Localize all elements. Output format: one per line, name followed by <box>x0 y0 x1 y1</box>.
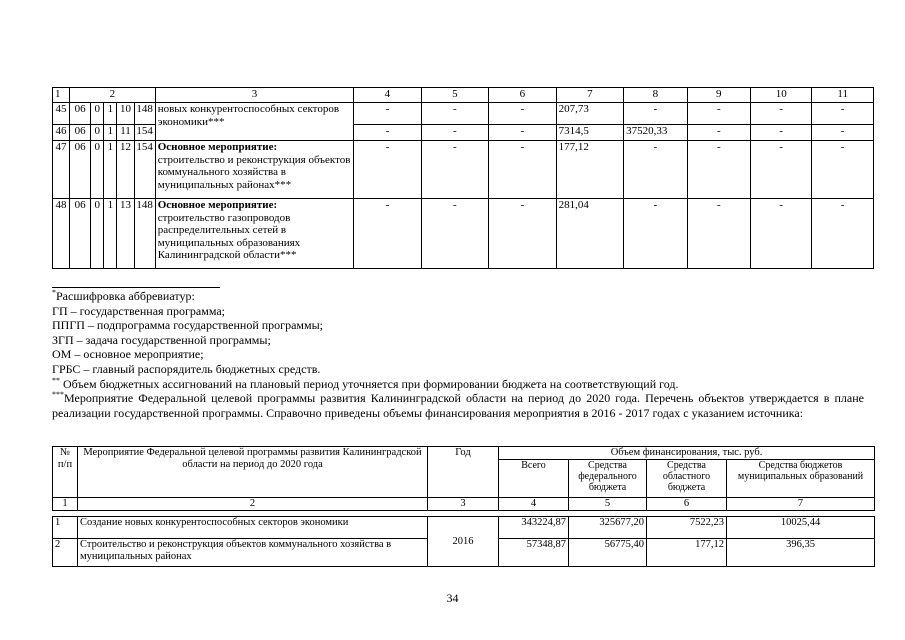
header-federal: Средства федерального бюджета <box>569 460 647 498</box>
colnum-cell: 6 <box>647 498 727 511</box>
footnote-mark: * <box>52 288 56 297</box>
row-number: 1 <box>53 517 78 539</box>
event-title-bold: Основное мероприятие: <box>157 141 278 153</box>
header-cell: 10 <box>751 88 812 103</box>
footnote-mark: ** <box>52 375 60 385</box>
header-volume: Объем финансирования, тыс. руб. <box>499 447 875 460</box>
table-row <box>53 199 874 269</box>
value-federal: 56775,40 <box>569 539 647 567</box>
value-cell: - <box>687 141 750 199</box>
colnum-cell: 3 <box>428 498 499 511</box>
value-cell: - <box>624 141 687 199</box>
value-cell: - <box>812 141 874 199</box>
header-cell: 7 <box>556 88 623 103</box>
table-colnum-row <box>53 498 875 511</box>
footnote-line: ГРБС – главный распорядитель бюджетных средств. <box>52 361 321 376</box>
code-cell: 13 <box>117 199 134 269</box>
value-cell: 281,04 <box>556 199 623 269</box>
value-cell: 7314,5 <box>556 125 623 141</box>
colnum-cell: 1 <box>53 498 78 511</box>
header-cell: 4 <box>354 88 421 103</box>
footnote-text: Расшифровка аббревиатур: <box>56 289 195 303</box>
value-municipal: 396,35 <box>727 539 875 567</box>
row-number: 47 <box>53 141 70 199</box>
value-cell: - <box>687 125 750 141</box>
event-title-text: строительство и реконструкция объектов коммунального хозяйства в муниципальных районах*** <box>157 153 351 191</box>
header-cell: 2 <box>70 88 156 103</box>
colnum-cell: 4 <box>499 498 569 511</box>
code-cell: 06 <box>70 141 91 199</box>
event-name: Создание новых конкурентоспособных секторов экономики <box>78 517 428 539</box>
code-cell: 10 <box>117 103 134 125</box>
footnote-double-star <box>52 377 864 392</box>
footnote-divider <box>52 287 220 288</box>
header-cell: 8 <box>624 88 687 103</box>
value-regional: 177,12 <box>647 539 727 567</box>
value-cell: - <box>354 199 421 269</box>
value-total: 343224,87 <box>499 517 569 539</box>
code-cell: 1 <box>104 199 117 269</box>
event-title <box>155 141 353 199</box>
header-event: Мероприятие Федеральной целевой программы развития Калининградской области на период до 2020 года <box>78 447 428 498</box>
code-cell: 154 <box>134 125 155 141</box>
value-cell: 37520,33 <box>624 125 687 141</box>
code-cell: 1 <box>104 125 117 141</box>
footnote-line: ОМ – основное мероприятие; <box>52 347 204 362</box>
funding-table <box>52 87 874 269</box>
header-year: Год <box>428 447 499 498</box>
value-cell: - <box>354 103 421 125</box>
header-cell: 1 <box>53 88 70 103</box>
footnote-text: Мероприятие Федеральной целевой программы развития Калининградской области на период до 2020 года. Перечень объектов утверждается в плане реализации государственной программы. Справочно приведены объемы финансирования мероприятия в 2016 - 2017 годах с указанием источника: <box>52 391 864 420</box>
header-cell: 6 <box>489 88 556 103</box>
row-number: 46 <box>53 125 70 141</box>
header-total: Всего <box>499 460 569 498</box>
colnum-cell: 7 <box>727 498 875 511</box>
code-cell: 0 <box>91 199 104 269</box>
code-cell: 11 <box>117 125 134 141</box>
code-cell: 148 <box>134 103 155 125</box>
header-municipal: Средства бюджетов муниципальных образований <box>727 460 875 498</box>
event-title <box>155 103 353 141</box>
event-title-bold: Основное мероприятие: <box>157 199 278 211</box>
code-cell: 1 <box>104 141 117 199</box>
footnotes <box>52 287 864 420</box>
header-cell: 3 <box>155 88 353 103</box>
value-regional: 7522,23 <box>647 517 727 539</box>
value-cell: 207,73 <box>556 103 623 125</box>
code-cell: 06 <box>70 125 91 141</box>
footnote-triple-star <box>52 391 864 420</box>
code-cell: 0 <box>91 125 104 141</box>
header-cell: 9 <box>687 88 750 103</box>
table-row <box>53 141 874 199</box>
value-cell: - <box>687 103 750 125</box>
year-cell: 2016 <box>428 517 499 567</box>
event-name: Строительство и реконструкция объектов коммунального хозяйства в муниципальных районах <box>78 539 428 567</box>
value-cell: - <box>489 103 556 125</box>
value-cell: - <box>354 141 421 199</box>
value-cell: - <box>812 103 874 125</box>
value-cell: - <box>421 103 488 125</box>
header-cell: 5 <box>421 88 488 103</box>
value-cell: - <box>421 141 488 199</box>
footnote-line: ГП – государственная программа; <box>52 303 225 318</box>
value-cell: - <box>624 103 687 125</box>
value-federal: 325677,20 <box>569 517 647 539</box>
table-row <box>53 103 874 125</box>
footnote-abbreviations-heading <box>52 289 864 304</box>
header-cell: 11 <box>812 88 874 103</box>
value-cell: 177,12 <box>556 141 623 199</box>
value-municipal: 10025,44 <box>727 517 875 539</box>
value-cell: - <box>489 125 556 141</box>
value-cell: - <box>489 141 556 199</box>
value-cell: - <box>751 199 812 269</box>
header-regional: Средства областного бюджета <box>647 460 727 498</box>
footnote-line: ППГП – подпрограмма государственной программы; <box>52 318 323 333</box>
table-header-row <box>53 447 875 460</box>
value-cell: - <box>751 103 812 125</box>
code-cell: 148 <box>134 199 155 269</box>
value-cell: - <box>354 125 421 141</box>
footnote-line: ЗГП – задача государственной программы; <box>52 332 271 347</box>
row-number: 48 <box>53 199 70 269</box>
footnote-mark: *** <box>52 390 64 400</box>
table-header-row <box>53 88 874 103</box>
value-cell: - <box>687 199 750 269</box>
code-cell: 1 <box>104 103 117 125</box>
code-cell: 12 <box>117 141 134 199</box>
value-cell: - <box>751 125 812 141</box>
value-cell: - <box>624 199 687 269</box>
code-cell: 0 <box>91 141 104 199</box>
value-cell: - <box>812 199 874 269</box>
code-cell: 154 <box>134 141 155 199</box>
header-num: № п/п <box>53 447 78 498</box>
colnum-cell: 5 <box>569 498 647 511</box>
value-cell: - <box>812 125 874 141</box>
footnote-text: Объем бюджетных ассигнований на плановый период уточняется при формировании бюджета на соответствующий год. <box>60 376 679 391</box>
table-row <box>53 517 875 539</box>
value-cell: - <box>751 141 812 199</box>
code-cell: 06 <box>70 199 91 269</box>
fcp-funding-table <box>52 446 875 567</box>
row-number: 2 <box>53 539 78 567</box>
code-cell: 06 <box>70 103 91 125</box>
colnum-cell: 2 <box>78 498 428 511</box>
event-title-text: новых конкурентоспособных секторов экономики*** <box>157 103 340 128</box>
value-cell: - <box>489 199 556 269</box>
row-number: 45 <box>53 103 70 125</box>
value-cell: - <box>421 125 488 141</box>
code-cell: 0 <box>91 103 104 125</box>
value-cell: - <box>421 199 488 269</box>
page-number: 34 <box>446 591 459 605</box>
value-total: 57348,87 <box>499 539 569 567</box>
event-title-text: строительство газопроводов распределительных сетей в муниципальных образованиях Калининградской области*** <box>157 211 301 261</box>
event-title <box>155 199 353 269</box>
